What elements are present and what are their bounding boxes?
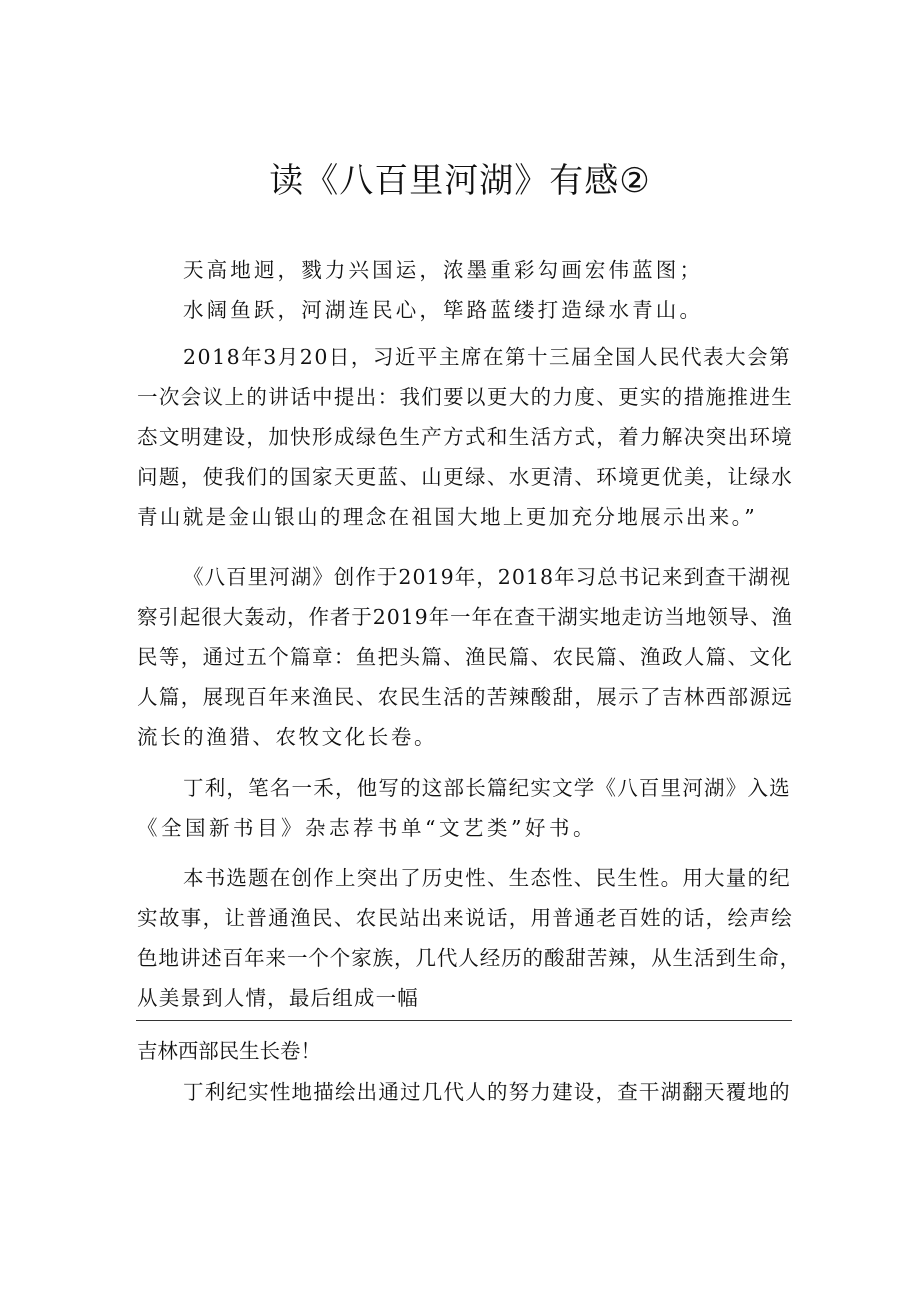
body-line: 《八百里河湖》创作于2019年，2018年习总书记来到查干湖视 bbox=[183, 565, 792, 589]
page-divider bbox=[136, 1020, 792, 1021]
body-line: 察引起很大轰动，作者于2019年一年在查干湖实地走访当地领导、渔 bbox=[137, 605, 793, 629]
body-line: 人篇，展现百年来渔民、农民生活的苦辣酸甜，展示了吉林西部源远 bbox=[137, 685, 794, 709]
body-line: 一次会议上的讲话中提出：我们要以更大的力度、更实的措施推进生 bbox=[137, 385, 794, 409]
body-line: 流长的渔猎、农牧文化长卷。 bbox=[137, 725, 438, 749]
body-line: 民等，通过五个篇章：鱼把头篇、渔民篇、农民篇、渔政人篇、文化 bbox=[137, 645, 794, 669]
body-line: 吉林西部民生长卷！ bbox=[137, 1039, 321, 1063]
body-line: 水阔鱼跃，河湖连民心，筚路蓝缕打造绿水青山。 bbox=[183, 298, 704, 322]
body-line: 《全国新书目》杂志荐书单“文艺类”好书。 bbox=[137, 816, 597, 840]
body-line: 丁利，笔名一禾，他写的这部长篇纪实文学《八百里河湖》入选 bbox=[183, 776, 791, 800]
body-line: 青山就是金山银山的理念在祖国大地上更加充分地展示出来。” bbox=[137, 505, 758, 529]
body-line: 天高地迥，戮力兴国运，浓墨重彩勾画宏伟蓝图； bbox=[183, 258, 704, 282]
body-line: 本书选题在创作上突出了历史性、生态性、民生性。用大量的纪 bbox=[183, 866, 791, 890]
body-line: 问题，使我们的国家天更蓝、山更绿、水更清、环境更优美，让绿水 bbox=[137, 465, 794, 489]
body-line: 实故事，让普通渔民、农民站出来说话，用普通老百姓的话，绘声绘 bbox=[137, 906, 794, 930]
body-line: 态文明建设，加快形成绿色生产方式和生活方式，着力解决突出环境 bbox=[137, 425, 794, 449]
body-line: 2018年3月20日，习近平主席在第十三届全国人民代表大会第 bbox=[183, 345, 792, 369]
body-line: 色地讲述百年来一个个家族，几代人经历的酸甜苦辣，从生活到生命， bbox=[137, 946, 802, 970]
body-line: 丁利纪实性地描绘出通过几代人的努力建设，查干湖翻天覆地的 bbox=[183, 1080, 791, 1104]
document-title: 读《八百里河湖》有感② bbox=[269, 161, 651, 201]
body-line: 从美景到人情，最后组成一幅 bbox=[137, 986, 419, 1010]
